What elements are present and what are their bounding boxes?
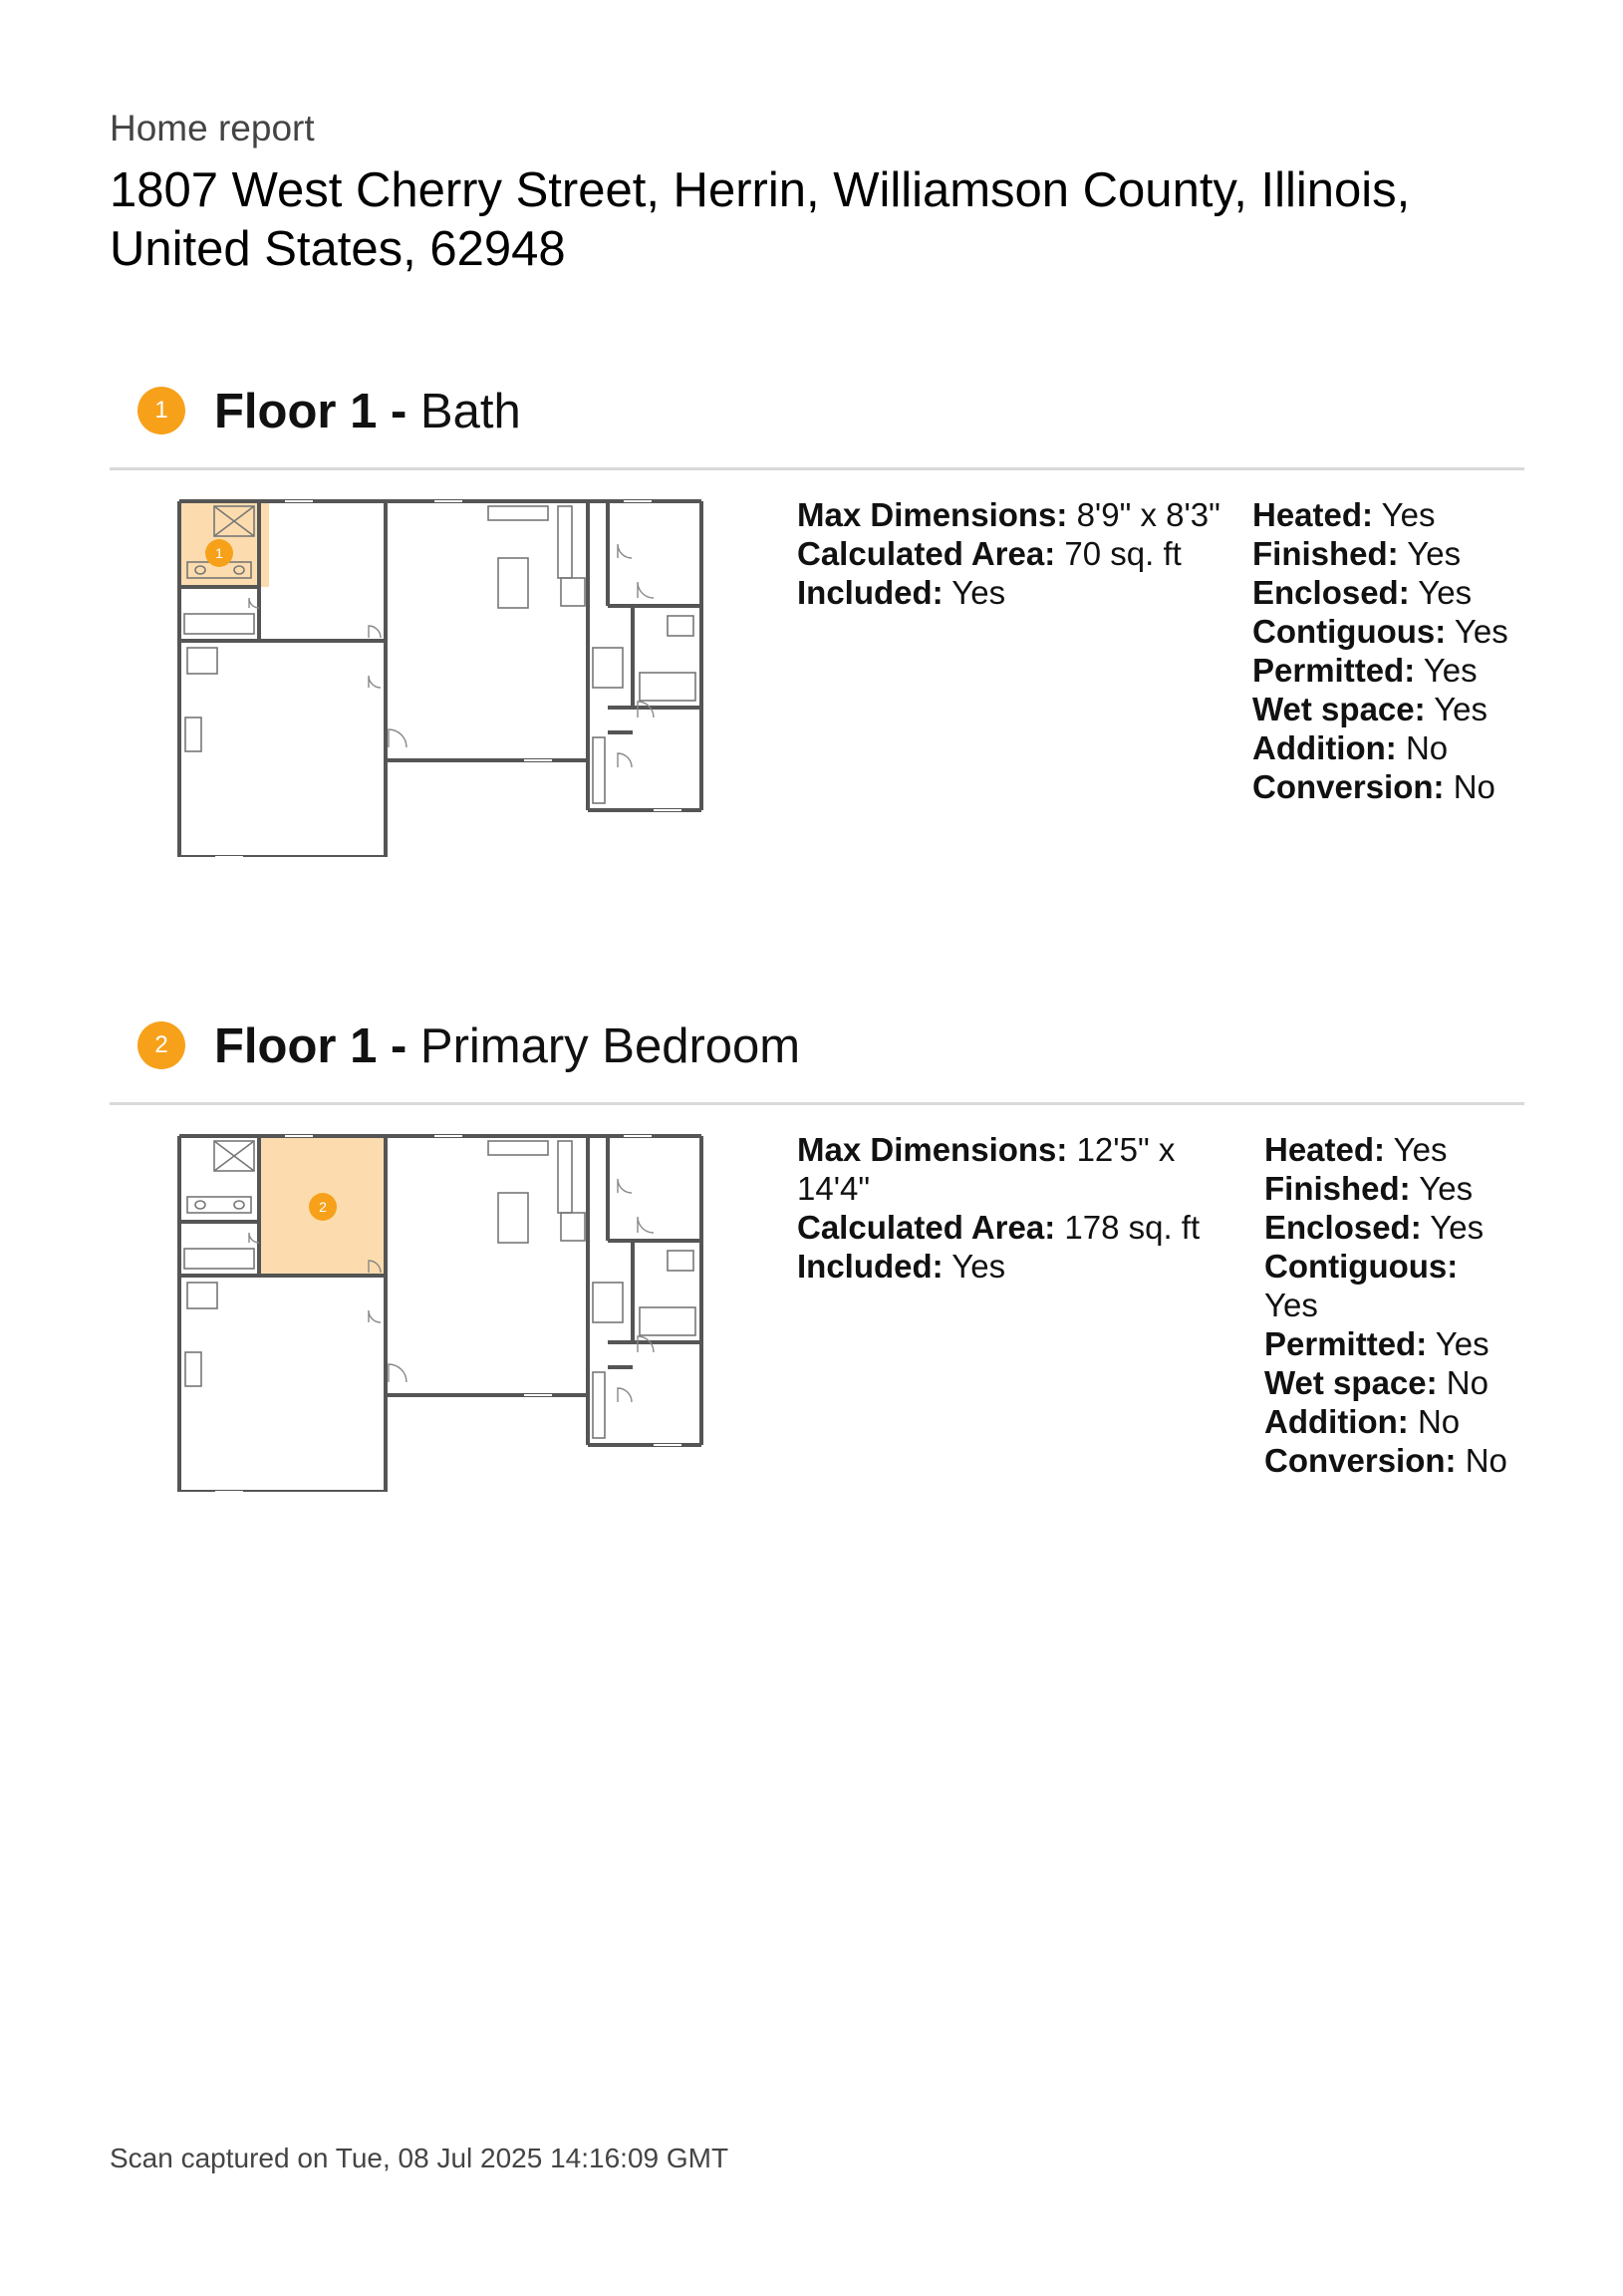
detail-label: Finished:: [1264, 1170, 1411, 1207]
room-name: Primary Bedroom: [419, 1019, 801, 1073]
garage-shelf: [185, 718, 201, 751]
toilet-fixture: [668, 1251, 693, 1271]
detail-row: [1252, 767, 1508, 806]
room-name: Bath: [419, 385, 521, 438]
kitchen-counter: [558, 1141, 572, 1213]
toilet-fixture: [668, 616, 693, 636]
room-title: [214, 379, 521, 444]
closet-shelf: [184, 1249, 254, 1269]
detail-row: [797, 1130, 1206, 1208]
door-swing: [389, 729, 406, 747]
title-separator: -: [377, 385, 420, 438]
detail-value: 178 sq. ft: [1064, 1209, 1201, 1246]
detail-label: Calculated Area:: [797, 535, 1056, 572]
room-title: [214, 1013, 800, 1079]
detail-row: [1264, 1208, 1513, 1247]
door-swing: [369, 1310, 381, 1322]
room-marker-number: 2: [319, 1199, 327, 1215]
room-measurements: [797, 495, 1220, 612]
detail-row: [1252, 728, 1508, 767]
detail-label: Max Dimensions:: [797, 1131, 1068, 1168]
room-number-badge: 2: [137, 1021, 185, 1069]
bathtub-fixture: [640, 1307, 695, 1335]
floor-plan: [169, 1133, 707, 1492]
door-swing: [638, 582, 654, 598]
closet-shelf: [184, 614, 254, 634]
kitchen-island: [498, 1193, 528, 1243]
bathtub-fixture: [640, 673, 695, 701]
detail-label: Permitted:: [1252, 652, 1416, 689]
laundry-fixture: [593, 648, 623, 688]
room-attributes: [1264, 1130, 1513, 1480]
detail-row: [1264, 1247, 1513, 1324]
garage-shelf: [185, 1352, 201, 1386]
water-heater-fixture: [187, 648, 217, 674]
water-heater-fixture: [187, 1283, 217, 1308]
detail-row: [1252, 534, 1508, 573]
detail-value: Yes: [951, 1248, 1006, 1285]
fridge-fixture: [561, 578, 585, 606]
laundry-fixture: [593, 1283, 623, 1322]
detail-value: No: [1405, 729, 1449, 766]
door-swing: [638, 1217, 654, 1233]
kitchen-island: [498, 558, 528, 608]
detail-row: [797, 573, 1220, 612]
room-marker-number: 1: [215, 545, 223, 561]
detail-row: [797, 534, 1220, 573]
detail-label: Wet space:: [1264, 1364, 1438, 1401]
detail-value: Yes: [1434, 691, 1488, 727]
detail-value: Yes: [1264, 1287, 1318, 1323]
detail-row: [1264, 1130, 1513, 1169]
vanity-fixture: [187, 1197, 251, 1213]
detail-label: Contiguous:: [1264, 1248, 1459, 1285]
detail-label: Included:: [797, 574, 944, 611]
detail-row: [797, 495, 1220, 534]
door-swing: [618, 1179, 632, 1193]
door-swing: [618, 1388, 632, 1402]
detail-label: Enclosed:: [1264, 1209, 1422, 1246]
detail-value: Yes: [1407, 535, 1462, 572]
detail-value: No: [1446, 1364, 1488, 1401]
detail-value: Yes: [1454, 613, 1508, 650]
detail-value: No: [1417, 1403, 1461, 1440]
detail-label: Wet space:: [1252, 691, 1426, 727]
detail-row: [797, 1247, 1206, 1286]
detail-value: 70 sq. ft: [1064, 535, 1182, 572]
detail-label: Conversion:: [1264, 1442, 1457, 1479]
sink-fixture: [195, 1201, 205, 1209]
detail-label: Max Dimensions:: [797, 496, 1068, 533]
detail-row: [1264, 1363, 1513, 1402]
detail-value: Yes: [1423, 652, 1478, 689]
detail-row: [1264, 1169, 1513, 1208]
detail-row: [1252, 651, 1508, 690]
scan-timestamp: Scan captured on Tue, 08 Jul 2025 14:16:09 GMT: [110, 2143, 729, 2173]
detail-value: 12'5" x 14'4": [797, 1131, 1176, 1207]
detail-value: 8'9" x 8'3": [1076, 496, 1220, 533]
detail-label: Addition:: [1264, 1403, 1409, 1440]
kitchen-counter: [488, 506, 548, 520]
detail-row: [1252, 495, 1508, 534]
detail-value: No: [1453, 768, 1495, 805]
detail-row: [1252, 690, 1508, 728]
detail-label: Included:: [797, 1248, 944, 1285]
detail-row: [1264, 1441, 1513, 1480]
detail-value: Yes: [1419, 1170, 1474, 1207]
detail-row: [1252, 573, 1508, 612]
room-number-badge: 1: [137, 387, 185, 434]
title-separator: -: [377, 1019, 420, 1073]
kitchen-counter: [558, 506, 572, 578]
detail-row: [797, 1208, 1206, 1247]
sink-fixture: [234, 1201, 244, 1209]
door-swing: [369, 676, 381, 688]
floor-label: Floor 1: [214, 385, 378, 438]
section-divider: [110, 467, 1524, 470]
detail-label: Heated:: [1252, 496, 1374, 533]
detail-label: Heated:: [1264, 1131, 1386, 1168]
closet-shelf: [593, 737, 605, 803]
floor-label: Floor 1: [214, 1019, 378, 1073]
report-label: Home report: [110, 108, 315, 148]
closet-shelf: [593, 1372, 605, 1438]
detail-label: Enclosed:: [1252, 574, 1410, 611]
detail-label: Finished:: [1252, 535, 1399, 572]
detail-label: Conversion:: [1252, 768, 1445, 805]
detail-value: Yes: [1393, 1131, 1448, 1168]
detail-row: [1264, 1402, 1513, 1441]
detail-value: Yes: [1435, 1325, 1489, 1362]
detail-value: Yes: [951, 574, 1006, 611]
detail-value: Yes: [1381, 496, 1436, 533]
door-swing: [389, 1364, 406, 1382]
detail-value: No: [1465, 1442, 1507, 1479]
section-divider: [110, 1102, 1524, 1105]
detail-value: Yes: [1418, 574, 1473, 611]
room-measurements: [797, 1130, 1206, 1286]
detail-row: [1264, 1324, 1513, 1363]
door-swing: [369, 626, 381, 638]
detail-label: Contiguous:: [1252, 613, 1447, 650]
fridge-fixture: [561, 1213, 585, 1241]
property-address: 1807 West Cherry Street, Herrin, Williamson County, Illinois, United States, 62948: [110, 163, 1411, 276]
detail-label: Addition:: [1252, 729, 1397, 766]
detail-label: Permitted:: [1264, 1325, 1428, 1362]
floor-plan: [169, 498, 707, 857]
detail-row: [1252, 612, 1508, 651]
detail-value: Yes: [1430, 1209, 1485, 1246]
kitchen-counter: [488, 1141, 548, 1155]
door-swing: [618, 544, 632, 558]
room-attributes: [1252, 495, 1508, 806]
door-swing: [618, 753, 632, 767]
detail-label: Calculated Area:: [797, 1209, 1056, 1246]
